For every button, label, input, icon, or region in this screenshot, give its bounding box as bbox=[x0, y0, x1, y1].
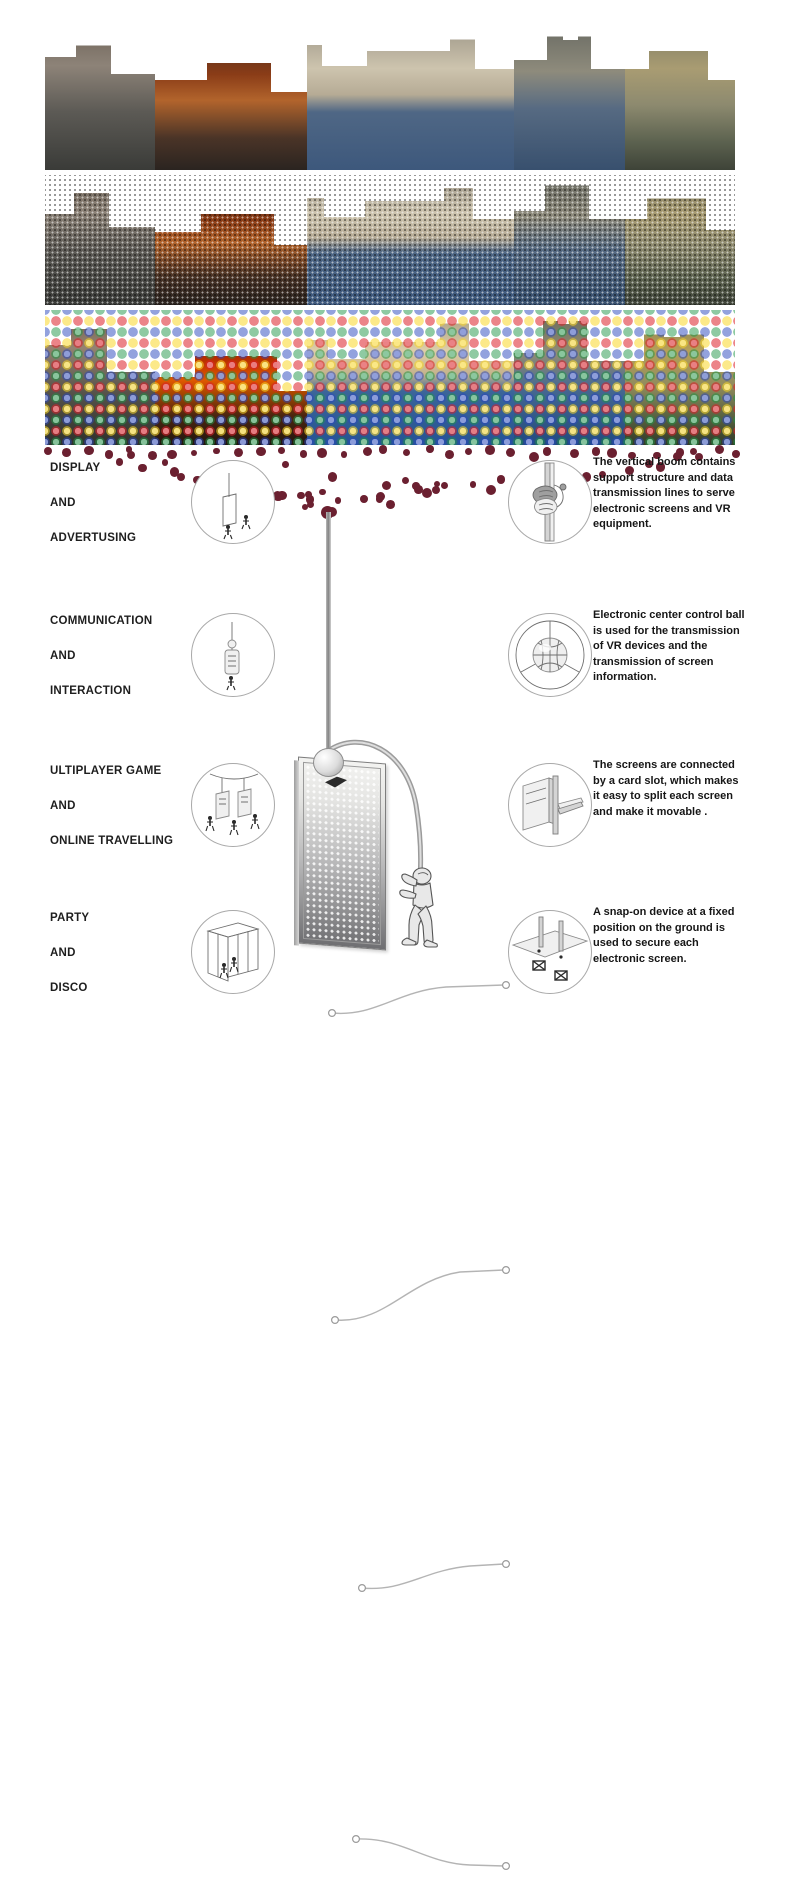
control-ball-icon[interactable] bbox=[508, 613, 592, 697]
vertical-boom-mast bbox=[326, 512, 331, 757]
cascade-dot bbox=[379, 445, 387, 453]
cascade-dot bbox=[84, 446, 94, 456]
halftone-segment-castle bbox=[625, 175, 735, 305]
multi-screen-players-icon[interactable] bbox=[191, 763, 275, 847]
description-text-3: The screens are connected by a card slot, which makes it easy to split each screen and make it movable . bbox=[593, 759, 739, 818]
dotmatrix-segment-tower bbox=[514, 310, 624, 445]
connector-line-4 bbox=[352, 1835, 516, 1877]
connector-line-2 bbox=[330, 1258, 516, 1328]
description-text-2: Electronic center control ball is used for the transmission of VR devices and the transmission of screen information. bbox=[593, 609, 745, 684]
dotmatrix-segment-street bbox=[45, 310, 155, 445]
screen-side-edge bbox=[294, 760, 299, 945]
category-line-2: AND bbox=[50, 497, 76, 509]
screen-room-party-icon[interactable] bbox=[191, 910, 275, 994]
cascade-dot bbox=[213, 448, 219, 454]
halftone-segment-street bbox=[45, 175, 155, 305]
dotmatrix-segment-castle bbox=[625, 310, 735, 445]
cascade-dot bbox=[278, 447, 285, 454]
category-line-3: ADVERTUSING bbox=[50, 532, 137, 544]
photo-segment-castle bbox=[625, 25, 735, 170]
halftone-segment-old-town bbox=[155, 175, 307, 305]
panel-halftone-collage bbox=[45, 175, 735, 305]
category-line-1: PARTY bbox=[50, 912, 90, 924]
category-line-2: AND bbox=[50, 800, 76, 812]
category-line-3: DISCO bbox=[50, 982, 88, 994]
cascade-dot bbox=[465, 448, 472, 455]
connector-line-1 bbox=[326, 975, 516, 1020]
category-line-1: ULTIPLAYER GAME bbox=[50, 765, 162, 777]
category-line-3: ONLINE TRAVELLING bbox=[50, 835, 174, 847]
category-line-1: DISPLAY bbox=[50, 462, 101, 474]
description-text-1: The vertical boom contains support structure and data transmission lines to serve electronic screens and VR equipment. bbox=[593, 456, 736, 531]
description-text-4: A snap-on device at a fixed position on the ground is used to secure each electronic screen. bbox=[593, 906, 735, 965]
row-display-and-advertusing bbox=[0, 455, 800, 585]
climbing-person-figure bbox=[396, 866, 442, 948]
panel-dotmatrix-collage bbox=[45, 310, 735, 445]
screen-panel-with-figures-icon[interactable] bbox=[191, 460, 275, 544]
dotmatrix-segment-palace bbox=[307, 310, 514, 445]
photo-segment-tower bbox=[514, 25, 624, 170]
category-line-2: AND bbox=[50, 947, 76, 959]
row-communication-and-interaction bbox=[0, 608, 800, 738]
center-control-ball[interactable] bbox=[313, 748, 344, 777]
vertical-boom-cable-icon[interactable] bbox=[508, 460, 592, 544]
photo-segment-palace bbox=[307, 25, 514, 170]
halftone-segment-palace bbox=[307, 175, 514, 305]
category-line-1: COMMUNICATION bbox=[50, 615, 153, 627]
cascade-dot bbox=[426, 445, 434, 453]
card-slot-screen-icon[interactable] bbox=[508, 763, 592, 847]
halftone-segment-tower bbox=[514, 175, 624, 305]
photo-segment-old-town bbox=[155, 25, 307, 170]
cascade-dot bbox=[715, 445, 724, 454]
panel-photo-collage bbox=[45, 25, 735, 170]
ground-snap-anchor-icon[interactable] bbox=[508, 910, 592, 994]
dotmatrix-segment-old-town bbox=[155, 310, 307, 445]
category-line-3: INTERACTION bbox=[50, 685, 132, 697]
photo-segment-street bbox=[45, 25, 155, 170]
connector-line-3 bbox=[358, 1558, 516, 1598]
category-line-2: AND bbox=[50, 650, 76, 662]
hanging-screen-icon[interactable] bbox=[191, 613, 275, 697]
cascade-dot bbox=[485, 445, 495, 455]
